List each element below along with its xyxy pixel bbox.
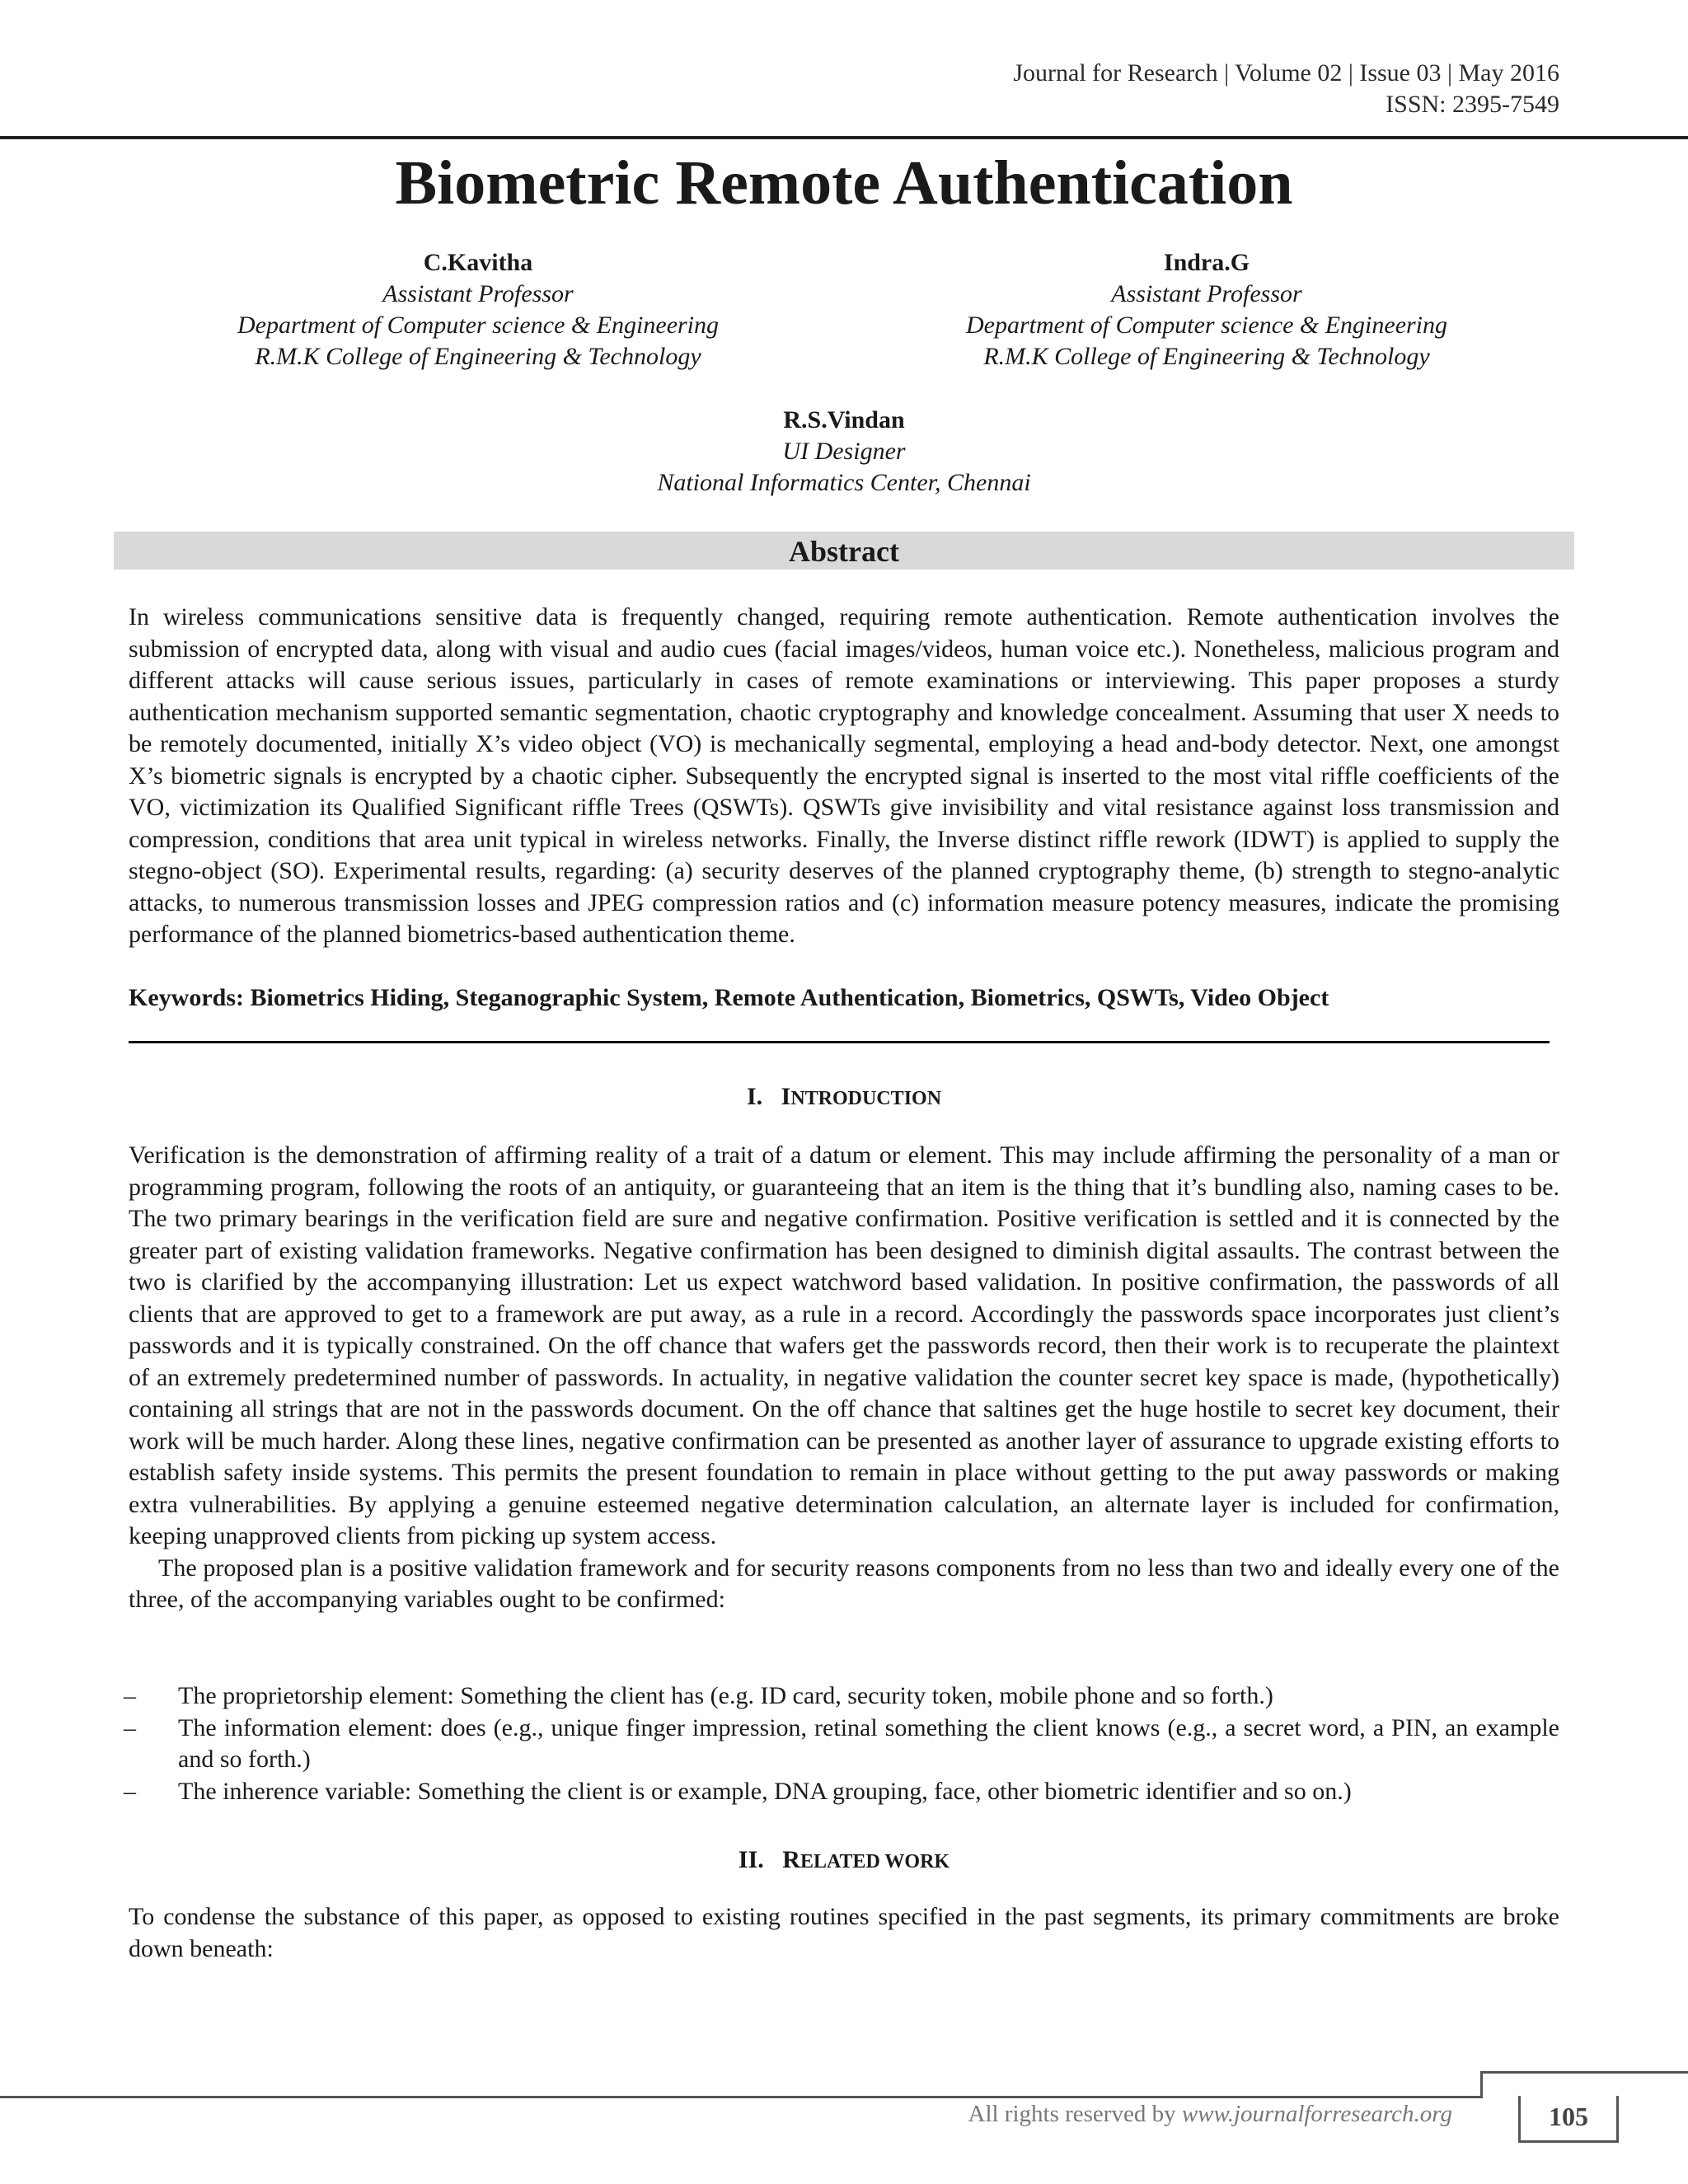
abstract-body bbox=[129, 602, 1559, 951]
list-item-text: The information element: does (e.g., unique finger impression, retinal something the client knows (e.g., a secret word, a PIN, an example and so forth.) bbox=[178, 1713, 1559, 1773]
author-1 bbox=[165, 247, 791, 373]
author-name: C.Kavitha bbox=[423, 249, 533, 276]
section-initial: R bbox=[782, 1846, 800, 1873]
footer-rights bbox=[968, 2097, 1453, 2130]
bullet-dash: – bbox=[124, 1682, 136, 1709]
bullet-dash: – bbox=[124, 1777, 136, 1805]
author-role: UI Designer bbox=[782, 438, 906, 465]
keywords: Keywords: Biometrics Hiding, Steganographic System, Remote Authentication, Biometrics, QSWTs, Video Object bbox=[129, 984, 1329, 1011]
journal-info: Journal for Research | Volume 02 | Issue 03 | May 2016 bbox=[1013, 59, 1559, 87]
journal-url-link[interactable]: www.journalforresearch.org bbox=[1181, 2101, 1452, 2127]
intro-paragraph-1: Verification is the demonstration of affirming reality of a trait of a datum or element. This may include affirming the personality of a man or programming program, following the roots of an antiquity, or guaranteeing that an item is the thing that it’s bundling also, naming cases to be. The two primary bearings in the verification field are sure and negative confirmation. Positive verification is settled and it is connected by the greater part of existing validation frameworks. Negative confirmation has been designed to diminish digital assaults. The contrast between the two is clarified by the accompanying illustration: Let us expect watchword based validation. In positive confirmation, the passwords of all clients that are approved to get to a framework are put away, as a rule in a record. Accordingly the passwords space incorporates just client’s passwords and it is typically constrained. On the off chance that wafers get the passwords record, then their work is to recuperate the plaintext of an extremely predetermined number of passwords. In actuality, in negative validation the counter secret key space is made, (hypothetically) containing all strings that are not in the passwords document. On the off chance that saltines get the huge hostile to secret key document, their work will be much harder. Along these lines, negative confirmation can be presented as another layer of assurance to upgrade existing efforts to establish safety inside systems. This permits the present foundation to remain in place without getting to the put away passwords or making extra vulnerabilities. By applying a genuine esteemed negative determination calculation, an alternate layer is included for confirmation, keeping unapproved clients from picking up system access. bbox=[129, 1141, 1559, 1549]
abstract-rule bbox=[129, 1041, 1550, 1043]
author-name: R.S.Vindan bbox=[783, 406, 905, 434]
intro-paragraph-2: The proposed plan is a positive validation framework and for security reasons components from no less than two and ideally every one of the three, of the accompanying variables ought to be confirmed: bbox=[129, 1554, 1559, 1613]
section-number: II. bbox=[738, 1846, 764, 1873]
author-role: Assistant Professor bbox=[382, 280, 574, 307]
introduction-body bbox=[129, 1140, 1559, 1616]
author-institution: R.M.K College of Engineering & Technology bbox=[255, 343, 701, 370]
section-heading-introduction bbox=[0, 1081, 1688, 1114]
issn: ISSN: 2395-7549 bbox=[1386, 91, 1559, 118]
section-title-rest: NTRODUCTION bbox=[790, 1088, 942, 1109]
related-work-paragraph: To condense the substance of this paper, as opposed to existing routines specified in the past segments, its primary commitments are broke down beneath: bbox=[129, 1903, 1559, 1962]
author-2 bbox=[893, 247, 1520, 373]
author-institution: National Informatics Center, Chennai bbox=[657, 469, 1031, 496]
section-heading-related-work bbox=[0, 1844, 1688, 1877]
author-name: Indra.G bbox=[1163, 249, 1250, 276]
section-initial: I bbox=[781, 1083, 791, 1110]
author-3 bbox=[531, 405, 1157, 499]
paper-title: Biometric Remote Authentication bbox=[395, 148, 1293, 218]
footer-rule-right bbox=[1480, 2071, 1688, 2074]
factor-list bbox=[124, 1680, 1559, 1807]
list-item-text: The inherence variable: Something the client is or example, DNA grouping, face, other biometric identifier and so on.) bbox=[178, 1777, 1352, 1805]
page-number: 105 bbox=[1518, 2096, 1619, 2143]
abstract-text: In wireless communications sensitive data is frequently changed, requiring remote authentication. Remote authentication involves the submission of encrypted data, along with visual and audio cues (facial images/videos, human voice etc.). Nonetheless, malicious program and different attacks will cause serious issues, particularly in cases of remote examinations or interviewing. This paper proposes a sturdy authentication mechanism supported semantic segmentation, chaotic cryptography and knowledge concealment. Assuming that user X needs to be remotely documented, initially X’s video object (VO) is mechanically segmental, employing a head and-body detector. Next, one amongst X’s biometric signals is encrypted by a chaotic cipher. Subsequently the encrypted signal is inserted to the most vital riffle coefficients of the VO, victimization its Qualified Significant riffle Trees (QSWTs). QSWTs give invisibility and vital resistance against loss transmission and compression, conditions that area unit typical in wireless networks. Finally, the Inverse distinct riffle rework (IDWT) is applied to supply the stegno-object (SO). Experimental results, regarding: (a) security deserves of the planned cryptography theme, (b) strength to stegno-analytic attacks, to numerous transmission losses and JPEG compression ratios and (c) information measure potency measures, indicate the promising performance of the planned biometrics-based authentication theme. bbox=[129, 603, 1559, 948]
header-rule bbox=[0, 136, 1688, 139]
list-item-text: The proprietorship element: Something the client has (e.g. ID card, security token, mobile phone and so forth.) bbox=[178, 1682, 1273, 1709]
list-item bbox=[124, 1713, 1559, 1776]
related-work-body bbox=[129, 1901, 1559, 1965]
abstract-heading: Abstract bbox=[114, 532, 1574, 569]
author-institution: R.M.K College of Engineering & Technology bbox=[983, 343, 1430, 370]
rights-text: All rights reserved by bbox=[968, 2101, 1182, 2127]
section-number: I. bbox=[746, 1083, 763, 1110]
list-item bbox=[124, 1680, 1559, 1713]
author-dept: Department of Computer science & Engineering bbox=[237, 312, 720, 339]
footer-rule-step bbox=[1480, 2071, 1483, 2098]
author-dept: Department of Computer science & Engineering bbox=[965, 312, 1448, 339]
section-title-rest: ELATED WORK bbox=[799, 1851, 950, 1872]
bullet-dash: – bbox=[124, 1713, 136, 1741]
journal-header bbox=[1013, 58, 1559, 120]
author-role: Assistant Professor bbox=[1111, 280, 1302, 307]
list-item bbox=[124, 1776, 1559, 1808]
